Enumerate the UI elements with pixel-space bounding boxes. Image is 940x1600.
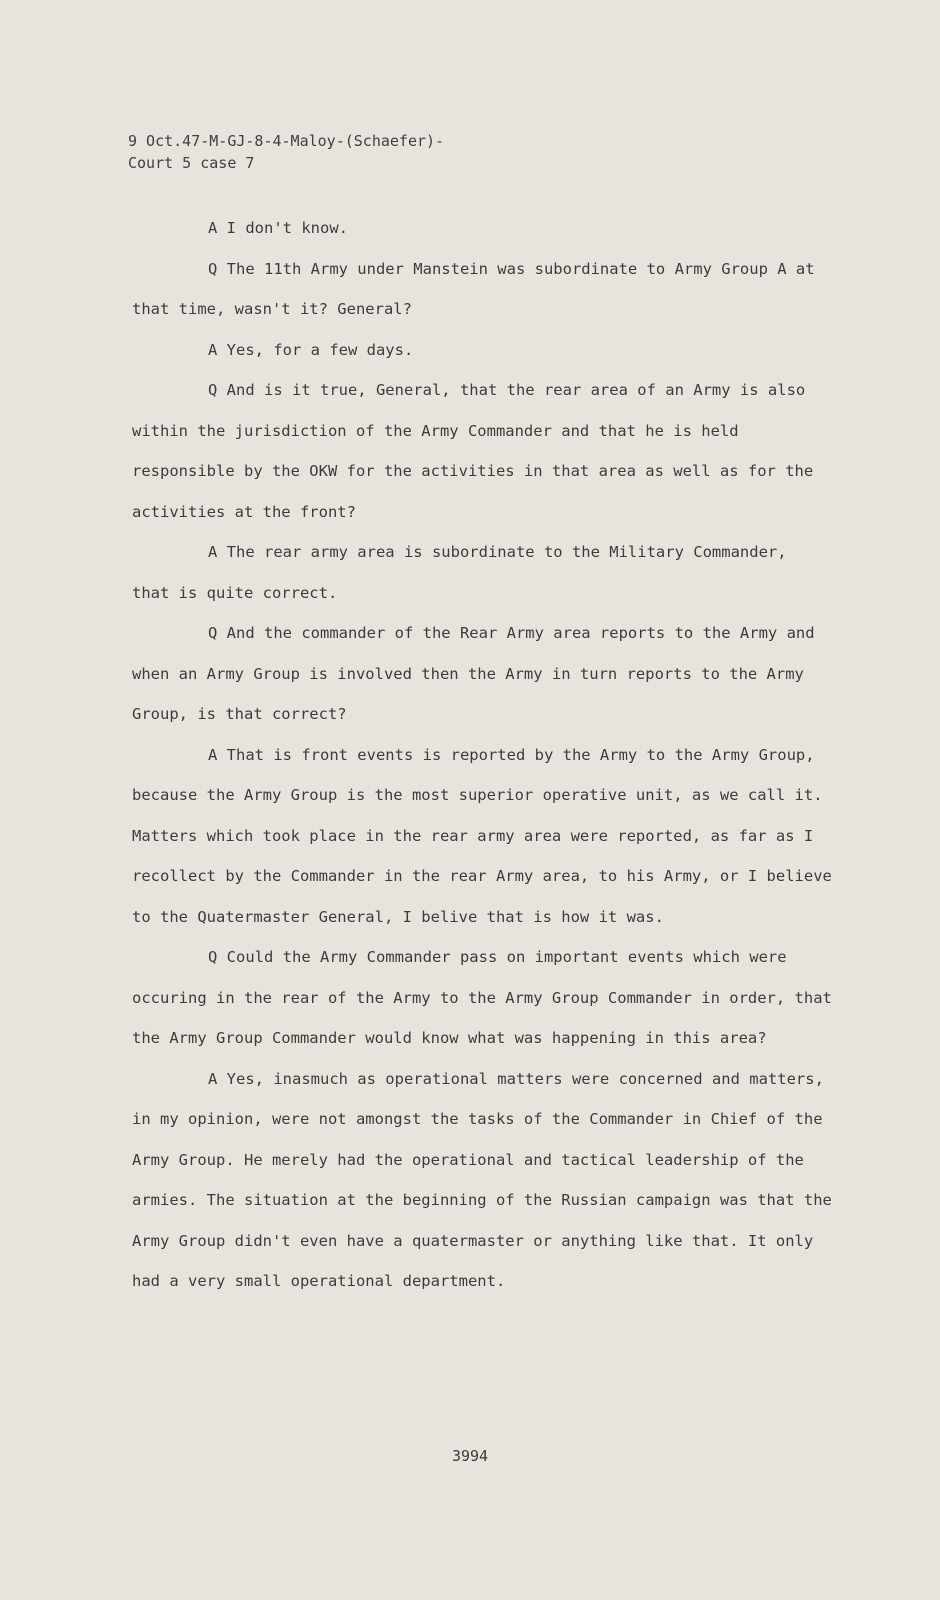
transcript-paragraph: A The rear army area is subordinate to the Military Commander, that is quite correct. [132,543,787,602]
transcript-paragraph: A I don't know. [208,219,348,237]
header-line-2: Court 5 case 7 [128,154,255,172]
transcript-paragraph: Q And is it true, General, that the rear area of an Army is also within the jurisdiction of the Army Commander and that he is held responsible by the OKW for the activities in that area as well as for the activities at the front? [132,381,814,521]
transcript-paragraph: Q And the commander of the Rear Army area reports to the Army and when an Army Group is involved then the Army in turn reports to the Army Group, is that correct? [132,624,815,723]
transcript-paragraph: A Yes, inasmuch as operational matters were concerned and matters, in my opinion, were not amongst the tasks of the Commander in Chief of the Army Group. He merely had the operational and tactical leadership of the armies. The situation at the beginning of the Russian campaign was that the Army Group didn't even have a quatermaster or anything like that. It only had a very small operational department. [132,1069,832,1290]
transcript-paragraph: A Yes, for a few days. [208,340,414,359]
header-line-1: 9 Oct.47-M-GJ-8-4-Maloy-(Schaefer)- [128,132,445,150]
transcript-paragraph: Q Could the Army Commander pass on important events which were occuring in the rear of the Army to the Army Group Commander in order, that the Army Group Commander would know what was happening in this area? [132,948,832,1047]
transcript-paragraph: A That is front events is reported by the Army to the Army Group, because the Army Group is the most superior operative unit, as we call it. Matters which took place in the rear army area were reported, as far as I recollect by the Commander in the rear Army area, to his Army, or I believe to the Quatermaster General, I belive that is how it was. [132,745,832,926]
page-number: 3994 [451,1447,489,1465]
document-header [128,130,444,174]
transcript-paragraph: Q The 11th Army under Manstein was subordinate to Army Group A at that time, wasn't it? General? [132,259,815,318]
transcript-body [132,208,832,1302]
